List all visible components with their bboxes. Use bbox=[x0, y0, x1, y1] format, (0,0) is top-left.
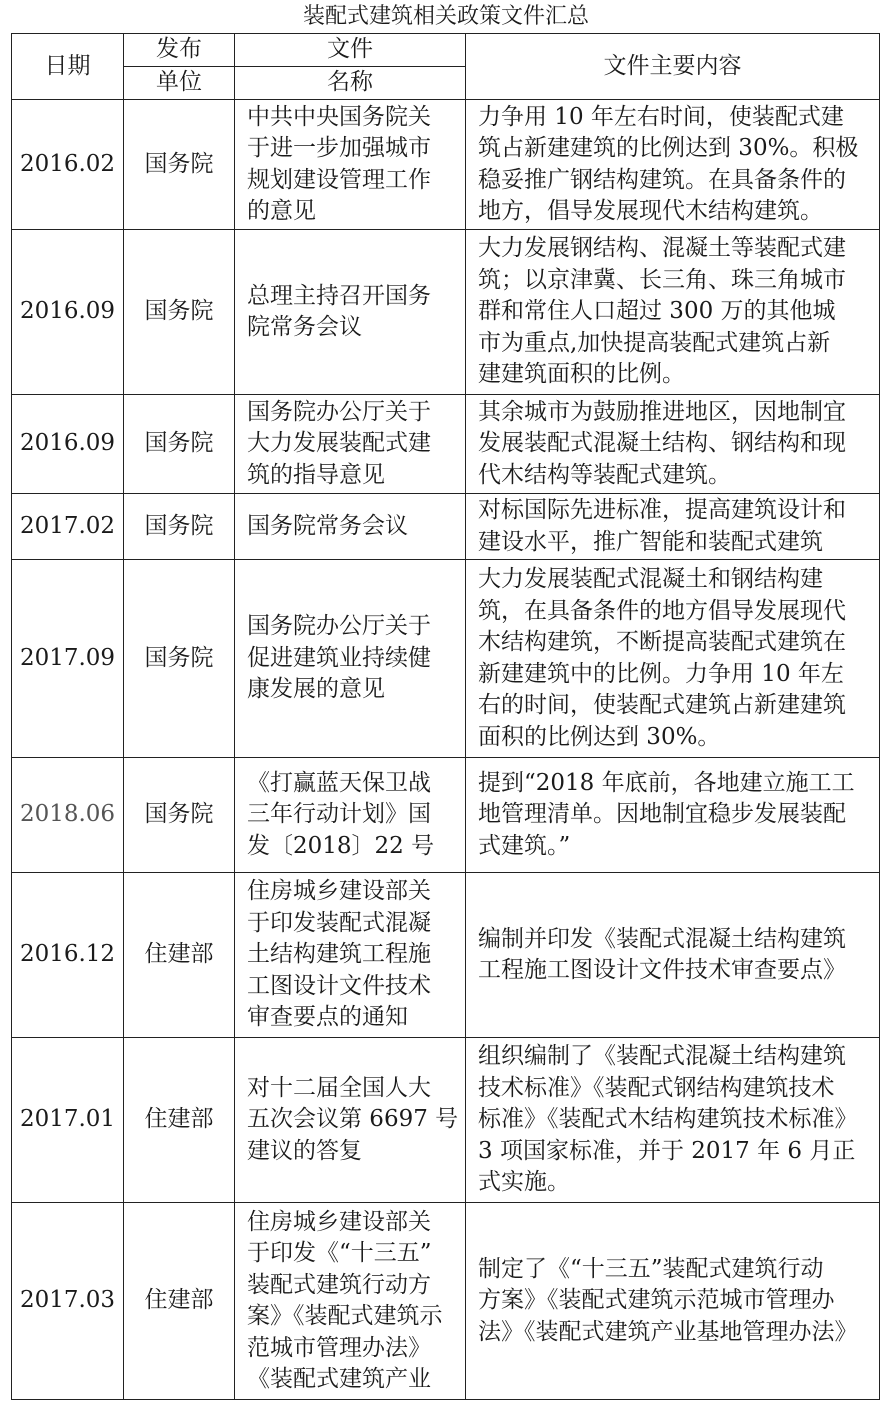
document-name-line: 土结构建筑工程施 bbox=[247, 941, 431, 968]
document-name-line: 范城市管理办法》 bbox=[247, 1334, 431, 1361]
main-content-line: 技术标准》《装配式钢结构建筑技术 bbox=[478, 1074, 835, 1101]
document-name-line: 国务院常务会议 bbox=[247, 512, 408, 539]
main-content-line: 标准》《装配式木结构建筑技术标准》 bbox=[478, 1106, 858, 1133]
cell-date: 2018.06 bbox=[12, 758, 124, 873]
document-name-line: 住房城乡建设部关 bbox=[247, 1208, 431, 1235]
main-content-line: 木结构建筑，不断提高装配式建筑在 bbox=[478, 629, 846, 655]
document-name-line: 筑的指导意见 bbox=[247, 461, 385, 488]
cell-document-name bbox=[235, 1203, 466, 1400]
cell-document-name bbox=[235, 494, 466, 560]
cell-date: 2016.09 bbox=[12, 395, 124, 494]
main-content-line: 法》《装配式建筑产业基地管理办法》 bbox=[478, 1318, 858, 1345]
header-name-line2: 名称 bbox=[235, 67, 466, 100]
document-name-line: 规划建设管理工作 bbox=[247, 166, 431, 193]
main-content-line: 建设水平，推广智能和装配式建筑 bbox=[478, 528, 823, 555]
main-content-line: 工程施工图设计文件技术审查要点》 bbox=[478, 957, 846, 983]
main-content-line: 新建建筑中的比例。力争用 10 年左 bbox=[478, 660, 844, 687]
table-row bbox=[12, 560, 880, 758]
cell-unit: 住建部 bbox=[124, 873, 235, 1038]
cell-main-content bbox=[466, 1203, 880, 1400]
cell-document-name bbox=[235, 230, 466, 395]
cell-main-content bbox=[466, 494, 880, 560]
document-name-line: 装配式建筑行动方 bbox=[247, 1271, 431, 1298]
document-name-line: 国务院办公厅关于 bbox=[247, 398, 431, 425]
main-content-line: 地管理清单。因地制宜稳步发展装配 bbox=[478, 801, 846, 828]
cell-date: 2016.12 bbox=[12, 873, 124, 1038]
cell-date: 2016.09 bbox=[12, 230, 124, 395]
main-content-line: 地方，倡导发展现代木结构建筑。 bbox=[478, 198, 823, 224]
main-content-line: 面积的比例达到 30%。 bbox=[478, 723, 721, 750]
table-row bbox=[12, 1203, 880, 1400]
document-name-line: 《打赢蓝天保卫战 bbox=[247, 769, 431, 796]
cell-date: 2017.02 bbox=[12, 494, 124, 560]
main-content-line: 大力发展装配式混凝土和钢结构建 bbox=[478, 566, 823, 592]
document-name-line: 的意见 bbox=[247, 198, 316, 224]
document-name-line: 促进建筑业持续健 bbox=[247, 644, 431, 671]
header-unit-line2: 单位 bbox=[124, 67, 235, 100]
document-title: 装配式建筑相关政策文件汇总 bbox=[302, 4, 589, 29]
document-name-line: 三年行动计划》国 bbox=[247, 801, 431, 828]
main-content-line: 组织编制了《装配式混凝土结构建筑 bbox=[478, 1043, 846, 1070]
header-content: 文件主要内容 bbox=[466, 34, 880, 100]
main-content-line: 编制并印发《装配式混凝土结构建筑 bbox=[478, 925, 846, 952]
main-content-line: 筑，在具备条件的地方倡导发展现代 bbox=[478, 597, 846, 624]
document-name-line: 住房城乡建设部关 bbox=[247, 878, 431, 905]
cell-main-content bbox=[466, 1038, 880, 1203]
cell-document-name bbox=[235, 100, 466, 230]
document-name-line: 《装配式建筑产业 bbox=[247, 1366, 431, 1392]
table-row bbox=[12, 494, 880, 560]
document-name-line: 大力发展装配式建 bbox=[247, 430, 431, 457]
table-row bbox=[12, 230, 880, 395]
document-name-line: 国务院办公厅关于 bbox=[247, 613, 431, 640]
cell-date: 2017.01 bbox=[12, 1038, 124, 1203]
main-content-line: 筑；以京津冀、长三角、珠三角城市 bbox=[478, 266, 846, 293]
table-row bbox=[12, 100, 880, 230]
main-content-line: 方案》《装配式建筑示范城市管理办 bbox=[478, 1287, 835, 1314]
main-content-line: 筑占新建建筑的比例达到 30%。积极 bbox=[478, 135, 859, 161]
cell-unit: 国务院 bbox=[124, 560, 235, 758]
main-content-line: 发展装配式混凝土结构、钢结构和现 bbox=[478, 430, 846, 457]
document-name-line: 发〔2018〕22 号 bbox=[247, 832, 435, 859]
cell-unit: 住建部 bbox=[124, 1038, 235, 1203]
main-content-line: 提到“2018 年底前，各地建立施工工 bbox=[478, 769, 855, 796]
main-content-line: 大力发展钢结构、混凝土等装配式建 bbox=[478, 235, 846, 262]
cell-main-content bbox=[466, 758, 880, 873]
document-name-line: 中共中央国务院关 bbox=[247, 103, 431, 130]
cell-main-content bbox=[466, 100, 880, 230]
cell-document-name bbox=[235, 873, 466, 1038]
header-unit-line1: 发布 bbox=[124, 34, 235, 67]
document-name-line: 于进一步加强城市 bbox=[247, 135, 431, 161]
cell-main-content bbox=[466, 230, 880, 395]
cell-document-name bbox=[235, 758, 466, 873]
table-row bbox=[12, 1038, 880, 1203]
header-name-line1: 文件 bbox=[235, 34, 466, 67]
table-row bbox=[12, 395, 880, 494]
document-name-line: 五次会议第 6697 号 bbox=[247, 1106, 459, 1133]
main-content-line: 右的时间，使装配式建筑占新建建筑 bbox=[478, 692, 846, 718]
document-name-line: 康发展的意见 bbox=[247, 676, 385, 703]
cell-main-content bbox=[466, 395, 880, 494]
document-name-line: 建议的答复 bbox=[247, 1137, 362, 1164]
document-name-line: 工图设计文件技术 bbox=[247, 972, 431, 999]
document-name-line: 于印发装配式混凝 bbox=[247, 909, 431, 936]
cell-date: 2016.02 bbox=[12, 100, 124, 230]
cell-unit: 住建部 bbox=[124, 1203, 235, 1400]
main-content-line: 群和常住人口超过 300 万的其他城 bbox=[478, 298, 836, 325]
policy-table bbox=[11, 33, 880, 1400]
cell-unit: 国务院 bbox=[124, 230, 235, 395]
cell-date: 2017.03 bbox=[12, 1203, 124, 1400]
document-name-line: 总理主持召开国务 bbox=[247, 282, 431, 309]
document-name-line: 案》《装配式建筑示 bbox=[247, 1303, 443, 1329]
table-row bbox=[12, 873, 880, 1038]
main-content-line: 代木结构等装配式建筑。 bbox=[478, 461, 731, 488]
header-row bbox=[12, 34, 880, 67]
header-date: 日期 bbox=[12, 34, 124, 100]
cell-unit: 国务院 bbox=[124, 395, 235, 494]
cell-unit: 国务院 bbox=[124, 758, 235, 873]
cell-document-name bbox=[235, 560, 466, 758]
table-row bbox=[12, 758, 880, 873]
document-name-line: 审查要点的通知 bbox=[247, 1004, 408, 1031]
main-content-line: 3 项国家标准，并于 2017 年 6 月正 bbox=[478, 1137, 856, 1164]
main-content-line: 其余城市为鼓励推进地区，因地制宜 bbox=[478, 398, 846, 425]
main-content-line: 制定了《“十三五”装配式建筑行动 bbox=[478, 1255, 824, 1282]
document-name-line: 于印发《“十三五” bbox=[247, 1240, 432, 1266]
main-content-line: 稳妥推广钢结构建筑。在具备条件的 bbox=[478, 166, 846, 193]
document-name-line: 对十二届全国人大 bbox=[247, 1074, 431, 1101]
main-content-line: 式建筑。” bbox=[478, 832, 571, 859]
cell-main-content bbox=[466, 873, 880, 1038]
main-content-line: 建建筑面积的比例。 bbox=[478, 361, 685, 388]
cell-unit: 国务院 bbox=[124, 100, 235, 230]
main-content-line: 力争用 10 年左右时间，使装配式建 bbox=[478, 103, 844, 130]
cell-unit: 国务院 bbox=[124, 494, 235, 560]
document-name-line: 院常务会议 bbox=[247, 314, 362, 340]
main-content-line: 对标国际先进标准，提高建筑设计和 bbox=[478, 497, 846, 523]
cell-document-name bbox=[235, 395, 466, 494]
main-content-line: 市为重点,加快提高装配式建筑占新 bbox=[478, 329, 831, 356]
main-content-line: 式实施。 bbox=[478, 1169, 570, 1196]
cell-date: 2017.09 bbox=[12, 560, 124, 758]
cell-main-content bbox=[466, 560, 880, 758]
cell-document-name bbox=[235, 1038, 466, 1203]
